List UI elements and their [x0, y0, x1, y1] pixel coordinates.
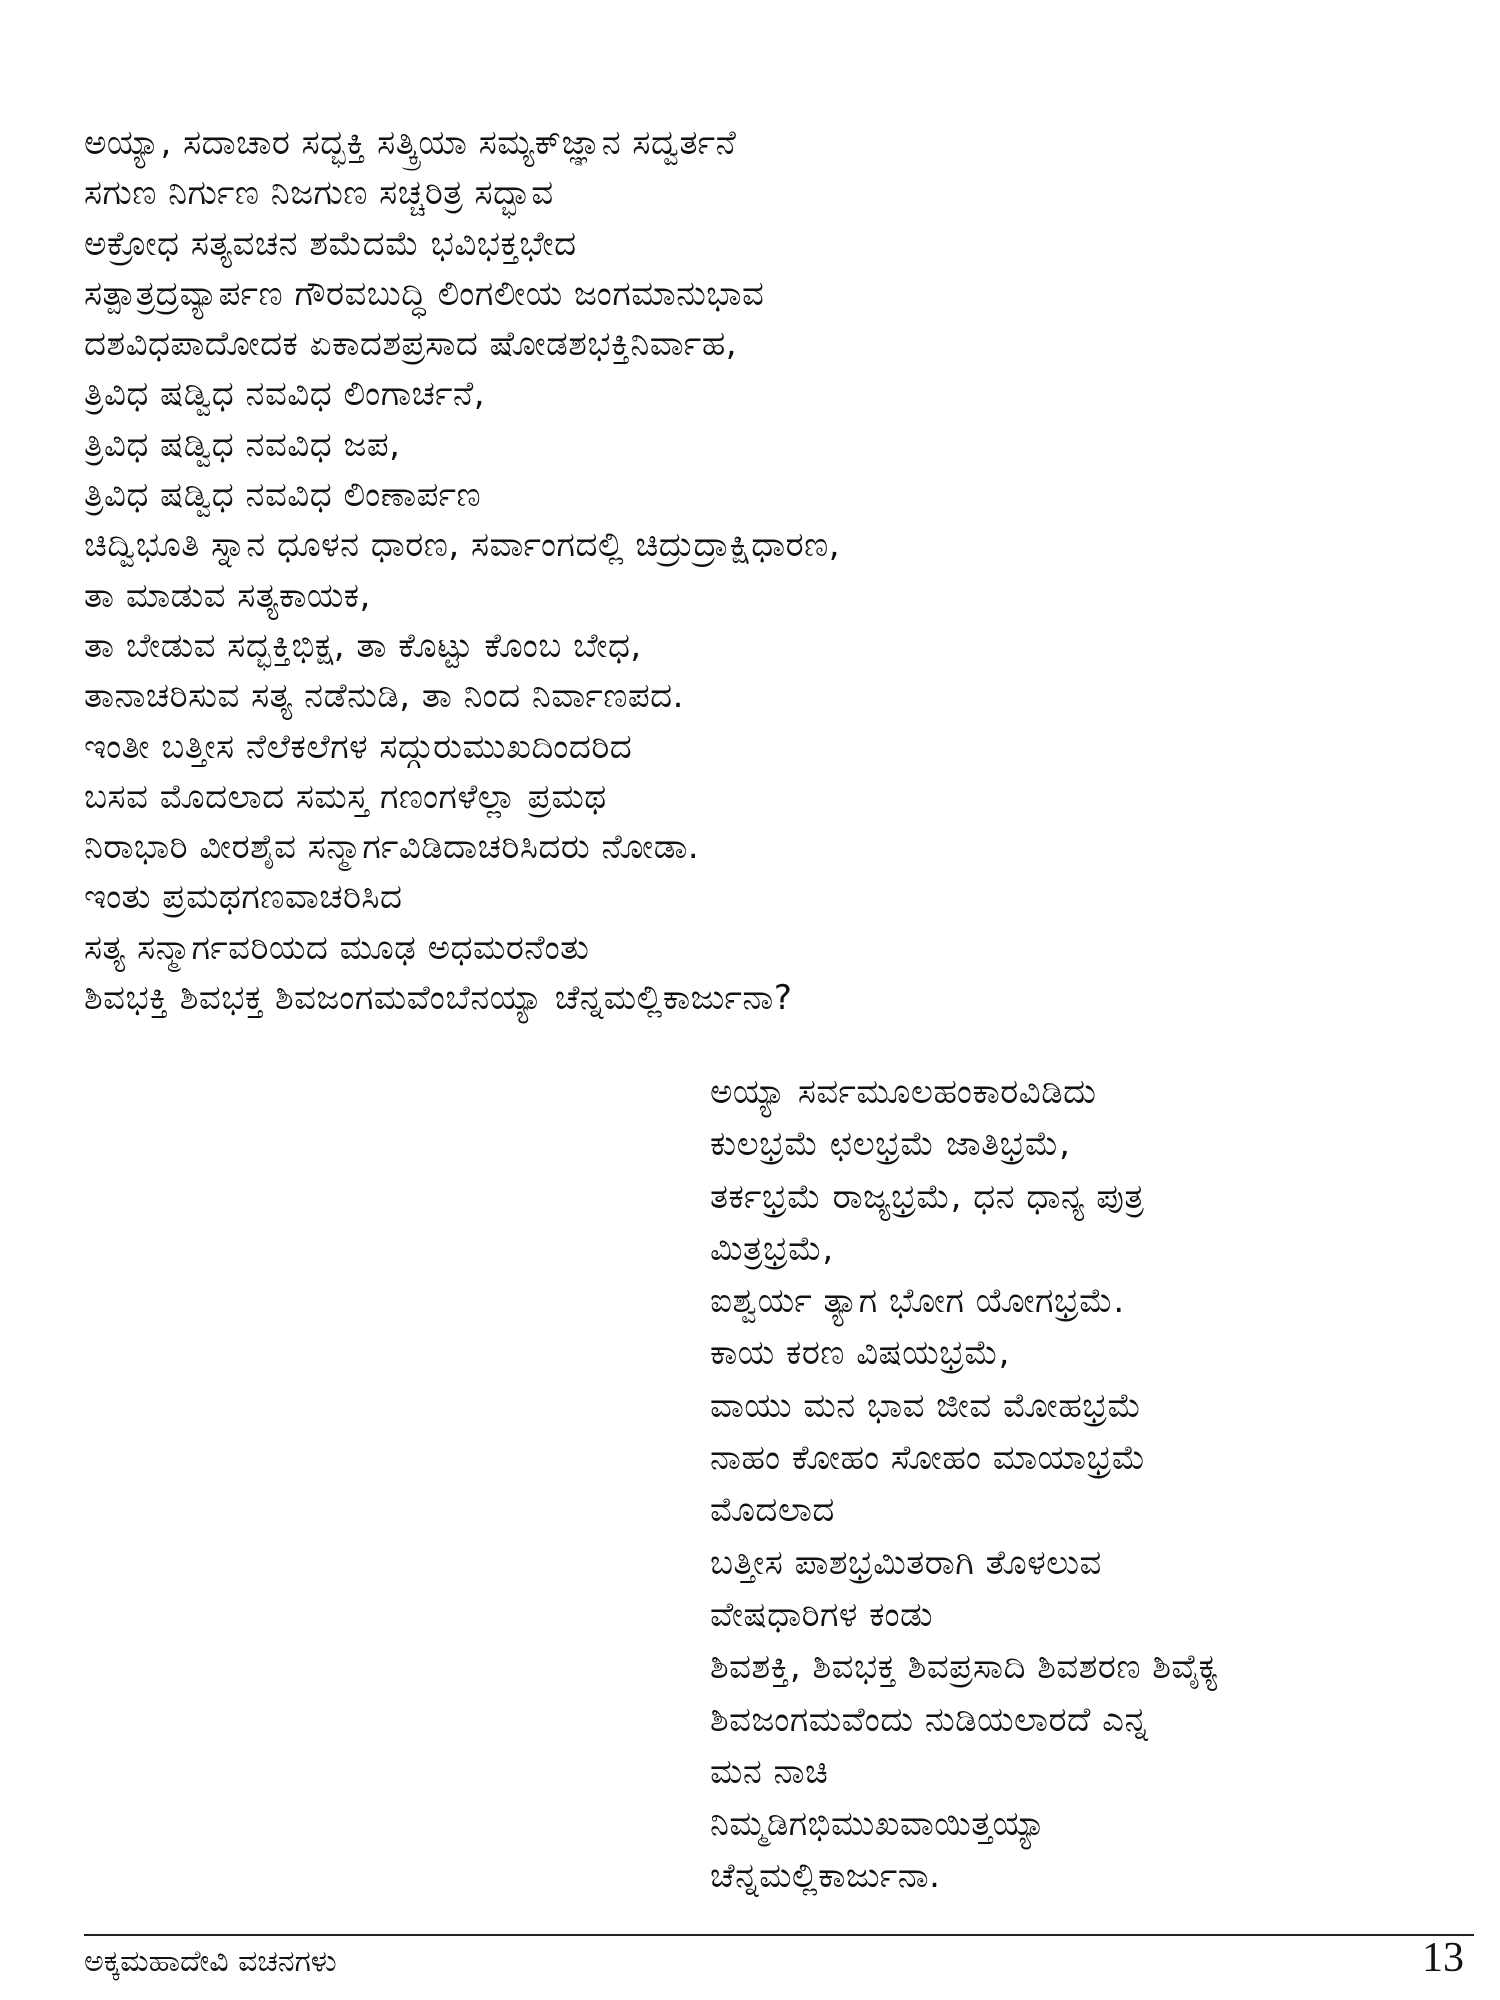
vachana-line: ಐಶ್ವರ್ಯ ತ್ಯಾಗ ಭೋಗ ಯೋಗಭ್ರಮೆ.: [710, 1281, 1125, 1322]
vachana-line: ಸಗುಣ ನಿರ್ಗುಣ ನಿಜಗುಣ ಸಚ್ಚರಿತ್ರ ಸದ್ಭಾವ: [84, 173, 554, 214]
vachana-line: ಅಯ್ಯಾ ಸರ್ವಮೂಲಹಂಕಾರವಿಡಿದು: [710, 1072, 1097, 1112]
vachana-line: ತರ್ಕಭ್ರಮೆ ರಾಜ್ಯಭ್ರಮೆ, ಧನ ಧಾನ್ಯ ಪುತ್ರ: [710, 1176, 1145, 1217]
vachana-second: [710, 1066, 1470, 1903]
vachana-line: ಅಯ್ಯಾ, ಸದಾಚಾರ ಸದ್ಭಕ್ತಿ ಸತ್ಕ್ರಿಯಾ ಸಮ್ಯಕ್‌ಜ್ಞಾನ ಸದ್ವರ್ತನೆ: [84, 123, 737, 163]
vachana-line: ಶಿವಜಂಗಮವೆಂದು ನುಡಿಯಲಾರದೆ ಎನ್ನ: [710, 1699, 1149, 1740]
vachana-line: ಕಾಯ ಕರಣ ವಿಷಯಭ್ರಮೆ,: [710, 1333, 1010, 1374]
vachana-line: ಅಕ್ರೋಧ ಸತ್ಯವಚನ ಶಮೆದಮೆ ಭವಿಭಕ್ತಭೇದ: [84, 223, 577, 264]
vachana-line: ಸತ್ಪಾತ್ರದ್ರವ್ಯಾರ್ಪಣ ಗೌರವಬುದ್ಧಿ ಲಿಂಗಲೀಯ ಜಂಗಮಾನುಭಾವ: [84, 273, 765, 314]
vachana-line: ಬಸವ ಮೊದಲಾದ ಸಮಸ್ತ ಗಣಂಗಳೆಲ್ಲಾ ಪ್ರಮಥ: [84, 776, 607, 817]
page-number: 13: [1422, 1935, 1464, 1981]
vachana-line: ತಾನಾಚರಿಸುವ ಸತ್ಯ ನಡೆನುಡಿ, ತಾ ನಿಂದ ನಿರ್ವಾಣಪದ.: [84, 676, 684, 717]
footer-divider: [84, 1934, 1474, 1936]
vachana-line: ತ್ರಿವಿಧ ಷಡ್ವಿಧ ನವವಿಧ ಲಿಂಗಾರ್ಚನೆ,: [84, 374, 486, 415]
vachana-line: ತಾ ಬೇಡುವ ಸದ್ಭಕ್ತಿಭಿಕ್ಷ, ತಾ ಕೊಟ್ಟು ಕೊಂಬ ಬೇಧ,: [84, 625, 642, 666]
vachana-line: ಶಿವಶಕ್ತಿ, ಶಿವಭಕ್ತ ಶಿವಪ್ರಸಾದಿ ಶಿವಶರಣ ಶಿವೈಕ್ಯ: [710, 1647, 1220, 1688]
vachana-line: ಬತ್ತೀಸ ಪಾಶಭ್ರಮಿತರಾಗಿ ತೊಳಲುವ: [710, 1542, 1102, 1583]
vachana-line: ತ್ರಿವಿಧ ಷಡ್ವಿಧ ನವವಿಧ ಜಪ,: [84, 424, 401, 465]
vachana-line: ನಿರಾಭಾರಿ ವೀರಶೈವ ಸನ್ಮಾರ್ಗವಿಡಿದಾಚರಿಸಿದರು ನೋಡಾ.: [84, 827, 700, 868]
vachana-line: ದಶವಿಧಪಾದೋದಕ ಏಕಾದಶಪ್ರಸಾದ ಷೋಡಶಭಕ್ತಿನಿರ್ವಾಹ,: [84, 324, 738, 365]
vachana-line: ಚಿದ್ವಿಭೂತಿ ಸ್ನಾನ ಧೂಳನ ಧಾರಣ, ಸರ್ವಾಂಗದಲ್ಲಿ ಚಿದ್ರುದ್ರಾಕ್ಷಿಧಾರಣ,: [84, 525, 841, 566]
vachana-line: ಸತ್ಯ ಸನ್ಮಾರ್ಗವರಿಯದ ಮೂಢ ಅಧಮರನೆಂತು: [84, 927, 590, 968]
vachana-line: ವೇಷಧಾರಿಗಳ ಕಂಡು: [710, 1594, 934, 1635]
vachana-line: ಮೊದಲಾದ: [710, 1490, 835, 1531]
vachana-line: ಕುಲಭ್ರಮೆ ಛಲಭ್ರಮೆ ಜಾತಿಭ್ರಮೆ,: [710, 1124, 1071, 1165]
footer-book-title: ಅಕ್ಕಮಹಾದೇವಿ ವಚನಗಳು: [84, 1944, 337, 1979]
vachana-line: ಇಂತು ಪ್ರಮಥಗಣವಾಚರಿಸಿದ: [84, 877, 403, 918]
vachana-line: ತ್ರಿವಿಧ ಷಡ್ವಿಧ ನವವಿಧ ಲಿಂಣಾರ್ಪಣ: [84, 475, 482, 516]
vachana-line: ವಾಯು ಮನ ಭಾವ ಜೀವ ಮೋಹಭ್ರಮೆ: [710, 1385, 1142, 1426]
vachana-line: ಇಂತೀ ಬತ್ತೀಸ ನೆಲೆಕಲೆಗಳ ಸದ್ಗುರುಮುಖದಿಂದರಿದ: [84, 726, 633, 767]
vachana-first: [84, 118, 1444, 1023]
vachana-line: ತಾ ಮಾಡುವ ಸತ್ಯಕಾಯಕ,: [84, 575, 371, 616]
vachana-line: ಮಿತ್ರಭ್ರಮೆ,: [710, 1228, 834, 1269]
vachana-line: ನಾಹಂ ಕೋಹಂ ಸೋಹಂ ಮಾಯಾಭ್ರಮೆ: [710, 1438, 1146, 1479]
vachana-line: ನಿಮ್ಮಡಿಗಭಿಮುಖವಾಯಿತ್ತಯ್ಯಾ: [710, 1804, 1047, 1845]
vachana-line: ಮನ ನಾಚಿ: [710, 1751, 829, 1792]
vachana-line: ಶಿವಭಕ್ತಿ ಶಿವಭಕ್ತ ಶಿವಜಂಗಮವೆಂಬೆನಯ್ಯಾ ಚೆನ್ನಮಲ್ಲಿಕಾರ್ಜುನಾ?: [84, 978, 793, 1019]
vachana-line: ಚೆನ್ನಮಲ್ಲಿಕಾರ್ಜುನಾ.: [710, 1856, 941, 1897]
